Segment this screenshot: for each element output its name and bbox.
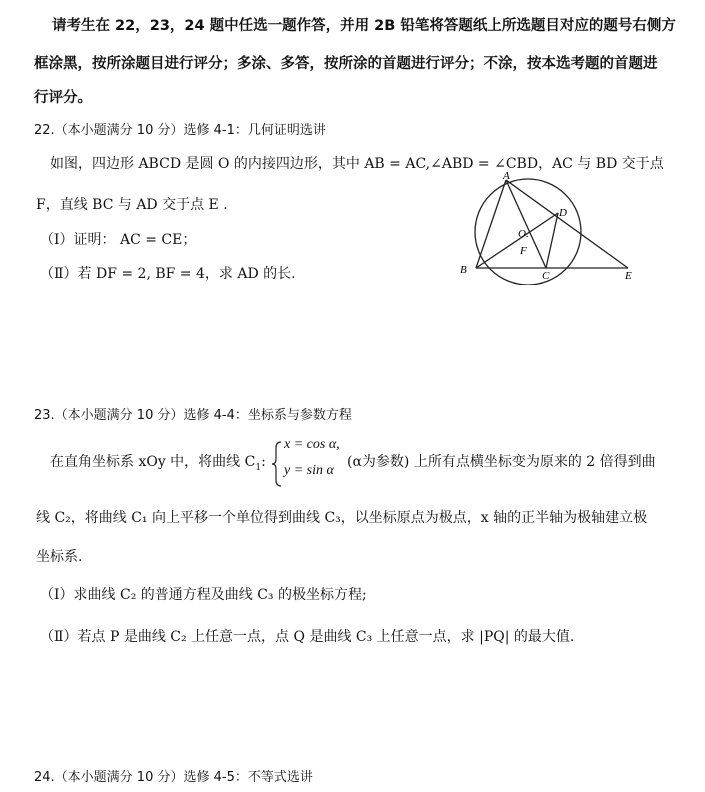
label-d: D [559, 207, 567, 219]
q22-part-2: （Ⅱ）若 DF = 2, BF = 4，求 AD 的长. [40, 266, 296, 282]
label-o: O. [518, 228, 529, 240]
label-e: E [625, 270, 632, 282]
line-cd [546, 213, 558, 268]
q24-header: 24.（本小题满分 10 分）选修 4-5：不等式选讲 [34, 770, 313, 785]
equation-brace [271, 440, 283, 488]
instructions-line-2: 框涂黑，按所涂题目进行评分；多涂、多答，按所涂的首题进行评分；不涂，按本选考题的首题进 [34, 56, 658, 72]
q23-part-1: （Ⅰ）求曲线 C₂ 的普通方程及曲线 C₃ 的极坐标方程; [40, 587, 367, 603]
label-a: A [503, 170, 510, 182]
q22-part-1: （Ⅰ）证明： AC = CE； [40, 232, 197, 248]
q23-line-3: 坐标系. [36, 549, 83, 565]
label-c: C [542, 270, 550, 282]
q23-header: 23.（本小题满分 10 分）选修 4-4：坐标系与参数方程 [34, 408, 352, 423]
q23-line-2: 线 C₂，将曲线 C₁ 向上平移一个单位得到曲线 C₃，以坐标原点为极点，x 轴的正半轴为极轴建立极 [36, 510, 648, 526]
line-bd [476, 213, 558, 268]
q22-line-1: 如图，四边形 ABCD 是圆 O 的内接四边形，其中 AB = AC,∠ABD = ∠CBD，AC 与 BD 交于点 [50, 156, 664, 172]
label-b: B [460, 264, 467, 276]
q23-eq-top: x = cos α, [284, 437, 340, 452]
q23-line-1 [50, 451, 266, 473]
q22-line-2: F，直线 BC 与 AD 交于点 E . [36, 197, 228, 213]
q22-geometry-figure [448, 170, 648, 285]
q23-line-1-sub: 1 [255, 462, 262, 473]
q23-line-1-post: (α为参数) 上所有点横坐标变为原来的 2 倍得到曲 [347, 454, 656, 470]
instructions-line-1: 请考生在 22，23，24 题中任选一题作答，并用 2B 铅笔将答题纸上所选题目对应的题号右侧方 [52, 18, 676, 34]
label-f: F [520, 245, 527, 257]
q23-eq-bottom: y = sin α [284, 463, 334, 478]
instructions-line-3: 行评分。 [34, 90, 92, 106]
q23-line-1-pre: 在直角坐标系 xOy 中，将曲线 C [50, 454, 256, 470]
q23-line-1-colon: : [261, 454, 266, 470]
q23-part-2: （Ⅱ）若点 P 是曲线 C₂ 上任意一点，点 Q 是曲线 C₃ 上任意一点，求 |PQ| 的最大值. [40, 629, 575, 645]
q22-header: 22.（本小题满分 10 分）选修 4-1：几何证明选讲 [34, 123, 326, 138]
